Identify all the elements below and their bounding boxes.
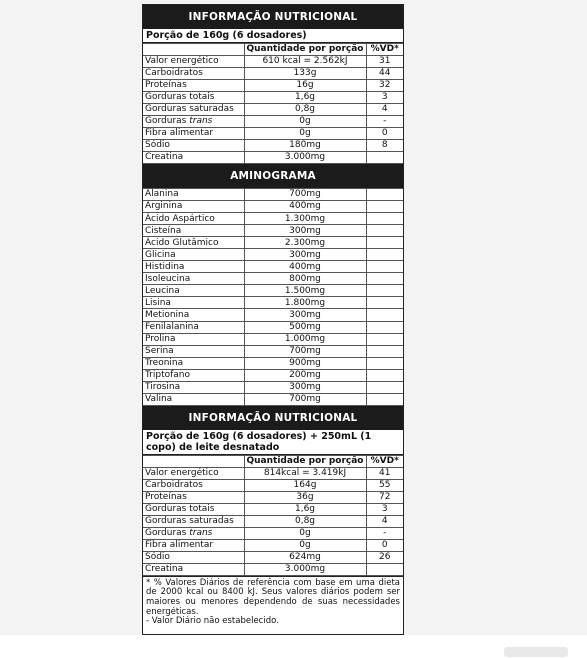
empty-cell: [366, 225, 403, 237]
table-row: [143, 333, 403, 345]
empty-cell: [366, 369, 403, 381]
nutrient-name: Creatina: [143, 563, 244, 575]
amino-acid-quantity: 900mg: [244, 357, 366, 369]
nutrient-name: Gorduras saturadas: [143, 104, 244, 116]
table-row: [143, 56, 403, 68]
amino-acid-quantity: 400mg: [244, 261, 366, 273]
nutrient-vd: 8: [366, 140, 403, 152]
nutrient-vd: 55: [366, 479, 403, 491]
table-row: [143, 515, 403, 527]
table-row: [143, 128, 403, 140]
nutrient-vd: -: [366, 527, 403, 539]
nutrient-vd: 0: [366, 539, 403, 551]
table-row: [143, 249, 403, 261]
table-row: [143, 479, 403, 491]
empty-cell: [366, 273, 403, 285]
aminograma-header: AMINOGRAMA: [143, 164, 403, 188]
empty-cell: [366, 285, 403, 297]
nutrient-vd: 3: [366, 503, 403, 515]
nutrient-quantity: 0g: [244, 527, 366, 539]
table-row: [143, 563, 403, 575]
nutrient-vd: 26: [366, 551, 403, 563]
nutrient-name: Gorduras saturadas: [143, 515, 244, 527]
table-row: [143, 104, 403, 116]
empty-cell: [366, 381, 403, 393]
empty-cell: [366, 297, 403, 309]
table-row: [143, 92, 403, 104]
nutrient-quantity: 0g: [244, 128, 366, 140]
table-row: [143, 80, 403, 92]
footnote-dash: - Valor Diário não estabelecido.: [146, 616, 279, 627]
nutrient-name: Sódio: [143, 140, 244, 152]
nutrient-vd: [366, 563, 403, 575]
amino-acid-name: Leucina: [143, 285, 244, 297]
nutrient-vd: 3: [366, 92, 403, 104]
amino-acid-quantity: 700mg: [244, 393, 366, 405]
nutrient-name-text: Gorduras: [145, 528, 190, 539]
nutrient-quantity: 16g: [244, 80, 366, 92]
nutrient-name-text: Gorduras: [145, 116, 190, 127]
nutrient-vd: 4: [366, 515, 403, 527]
table-row: [143, 381, 403, 393]
table-row: [143, 393, 403, 405]
vd-column-header: %VD*: [366, 455, 403, 467]
table-row: [143, 321, 403, 333]
table-row: [143, 213, 403, 225]
nutrient-vd: [366, 152, 403, 164]
table-row: [143, 201, 403, 213]
amino-acid-quantity: 300mg: [244, 249, 366, 261]
table-row: [143, 189, 403, 201]
amino-acid-quantity: 300mg: [244, 225, 366, 237]
table-row: [143, 140, 403, 152]
table-row: [143, 285, 403, 297]
table-row: [143, 273, 403, 285]
nutrient-name: Carboidratos: [143, 479, 244, 491]
table-header-row: [143, 44, 403, 56]
nutrient-name: [143, 527, 244, 539]
table-row: [143, 225, 403, 237]
nutrition-table: [143, 43, 403, 164]
nutrient-name: Valor energético: [143, 467, 244, 479]
amino-acid-name: Glicina: [143, 249, 244, 261]
amino-acid-name: Metionina: [143, 309, 244, 321]
amino-acid-quantity: 300mg: [244, 381, 366, 393]
nutrition-table-2: [143, 455, 403, 576]
empty-cell: [366, 333, 403, 345]
nutrient-vd: 0: [366, 128, 403, 140]
empty-cell: [366, 249, 403, 261]
nutrient-quantity: 624mg: [244, 551, 366, 563]
amino-acid-name: Treonina: [143, 357, 244, 369]
nutrient-vd: -: [366, 116, 403, 128]
nutrient-quantity: 3.000mg: [244, 152, 366, 164]
nutrient-vd: 41: [366, 467, 403, 479]
nutrient-quantity: 0g: [244, 116, 366, 128]
amino-acid-name: Fenilalanina: [143, 321, 244, 333]
nutrient-quantity: 3.000mg: [244, 563, 366, 575]
empty-cell: [366, 189, 403, 201]
amino-acid-quantity: 800mg: [244, 273, 366, 285]
nutrition-header-2: INFORMAÇÃO NUTRICIONAL: [143, 406, 403, 430]
nutrient-name: Gorduras totais: [143, 92, 244, 104]
footer-placeholder: [504, 647, 568, 657]
nutrient-name: Carboidratos: [143, 68, 244, 80]
footnote: [143, 576, 403, 629]
nutrient-quantity: 610 kcal = 2.562kJ: [244, 56, 366, 68]
table-row: [143, 116, 403, 128]
table-row: [143, 309, 403, 321]
table-row: [143, 503, 403, 515]
amino-acid-name: Ácido Glutâmico: [143, 237, 244, 249]
nutrient-name: Gorduras totais: [143, 503, 244, 515]
aminograma-table: [143, 188, 403, 406]
amino-acid-quantity: 1.300mg: [244, 213, 366, 225]
nutrient-quantity: 180mg: [244, 140, 366, 152]
portion-text: Porção de 160g (6 dosadores): [143, 29, 403, 43]
amino-acid-name: Serina: [143, 345, 244, 357]
nutrient-vd: 72: [366, 491, 403, 503]
table-row: [143, 68, 403, 80]
amino-acid-quantity: 1.800mg: [244, 297, 366, 309]
amino-acid-quantity: 700mg: [244, 345, 366, 357]
amino-acid-name: Ácido Aspártico: [143, 213, 244, 225]
amino-acid-quantity: 1.500mg: [244, 285, 366, 297]
table-row: [143, 539, 403, 551]
nutrient-name-italic: trans: [189, 528, 213, 539]
nutrient-quantity: 0,8g: [244, 515, 366, 527]
nutrient-vd: 32: [366, 80, 403, 92]
amino-acid-name: Alanina: [143, 189, 244, 201]
amino-acid-name: Prolina: [143, 333, 244, 345]
nutrient-vd: 44: [366, 68, 403, 80]
empty-cell: [366, 213, 403, 225]
table-row: [143, 345, 403, 357]
empty-cell: [366, 357, 403, 369]
amino-acid-quantity: 700mg: [244, 189, 366, 201]
amino-acid-name: Triptofano: [143, 369, 244, 381]
empty-cell: [366, 393, 403, 405]
amino-acid-quantity: 500mg: [244, 321, 366, 333]
qty-column-header: Quantidade por porção: [244, 44, 366, 56]
nutrient-quantity: 36g: [244, 491, 366, 503]
nutrient-vd: 4: [366, 104, 403, 116]
nutrient-quantity: 0g: [244, 539, 366, 551]
amino-acid-quantity: 200mg: [244, 369, 366, 381]
nutrient-name: Proteínas: [143, 491, 244, 503]
table-row: [143, 551, 403, 563]
empty-cell: [366, 309, 403, 321]
nutrient-name: Fibra alimentar: [143, 128, 244, 140]
amino-acid-name: Valina: [143, 393, 244, 405]
amino-acid-quantity: 1.000mg: [244, 333, 366, 345]
table-row: [143, 527, 403, 539]
table-row: [143, 297, 403, 309]
nutrient-name: Sódio: [143, 551, 244, 563]
table-row: [143, 369, 403, 381]
amino-acid-name: Histidina: [143, 261, 244, 273]
empty-cell: [366, 321, 403, 333]
table-row: [143, 152, 403, 164]
nutrient-name: Proteínas: [143, 80, 244, 92]
table-row: [143, 237, 403, 249]
vd-column-header: %VD*: [366, 44, 403, 56]
nutrient-quantity: 1,6g: [244, 92, 366, 104]
table-row: [143, 491, 403, 503]
amino-acid-name: Tirosina: [143, 381, 244, 393]
blank-header-cell: [143, 455, 244, 467]
table-row: [143, 261, 403, 273]
nutrient-name: [143, 116, 244, 128]
nutrient-name: Creatina: [143, 152, 244, 164]
nutrient-quantity: 0,8g: [244, 104, 366, 116]
nutrient-vd: 31: [366, 56, 403, 68]
empty-cell: [366, 237, 403, 249]
table-row: [143, 357, 403, 369]
nutrient-name: Fibra alimentar: [143, 539, 244, 551]
footnote-vd: * % Valores Diários de referência com base em uma dieta de 2000 kcal ou 8400 kJ. Seus valores diários podem ser maiores ou menores dependendo de suas necessidades energéticas.: [146, 577, 400, 617]
amino-acid-name: Lisina: [143, 297, 244, 309]
nutrient-quantity: 814kcal = 3.419kJ: [244, 467, 366, 479]
amino-acid-quantity: 400mg: [244, 201, 366, 213]
empty-cell: [366, 261, 403, 273]
amino-acid-name: Arginina: [143, 201, 244, 213]
nutrition-header: INFORMAÇÃO NUTRICIONAL: [143, 5, 403, 29]
amino-acid-name: Cisteína: [143, 225, 244, 237]
nutrition-label: [142, 4, 404, 635]
empty-cell: [366, 201, 403, 213]
empty-cell: [366, 345, 403, 357]
qty-column-header: Quantidade por porção: [244, 455, 366, 467]
blank-header-cell: [143, 44, 244, 56]
table-row: [143, 467, 403, 479]
table-header-row: [143, 455, 403, 467]
amino-acid-name: Isoleucina: [143, 273, 244, 285]
nutrient-name: Valor energético: [143, 56, 244, 68]
amino-acid-quantity: 2.300mg: [244, 237, 366, 249]
footer-strip: [0, 635, 587, 658]
nutrient-name-italic: trans: [189, 116, 213, 127]
amino-acid-quantity: 300mg: [244, 309, 366, 321]
nutrient-quantity: 164g: [244, 479, 366, 491]
nutrient-quantity: 133g: [244, 68, 366, 80]
portion-text-2: Porção de 160g (6 dosadores) + 250mL (1 copo) de leite desnatado: [143, 430, 403, 455]
nutrient-quantity: 1,6g: [244, 503, 366, 515]
